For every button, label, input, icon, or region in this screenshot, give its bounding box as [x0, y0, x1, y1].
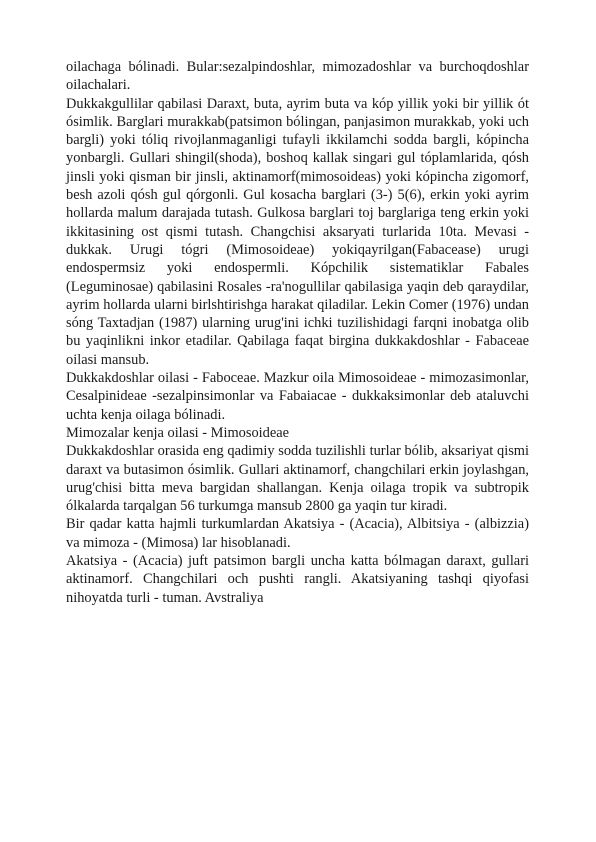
paragraph-faboceae-family: Dukkakdoshlar oilasi - Faboceae. Mazkur oila Mimosoideae - mimozasimonlar, Cesalpinideae -sezalpinsimonlar va Fabaiacae - dukkaksimonlar deb ataluvchi uchta kenja oilaga bólinadi.: [66, 370, 529, 423]
paragraph-intro: oilachaga bólinadi. Bular:sezalpindoshlar, mimozadoshlar va burchoqdoshlar oilachalari.: [66, 59, 529, 94]
paragraph-large-genera: Bir qadar katta hajmli turkumlardan Akatsiya - (Acacia), Albitsiya - (albizzia) va mimoza - (Mimosa) lar hisoblanadi.: [66, 516, 529, 551]
paragraph-acacia: Akatsiya - (Acacia) juft patsimon bargli uncha katta bólmagan daraxt, gullari aktinamorf. Changchilari och pushti rangli. Akatsiyaning tashqi qiyofasi nihoyatda turli - tuman. Avstraliya: [66, 553, 529, 606]
paragraph-mimosoideae-description: Dukkakdoshlar orasida eng qadimiy sodda tuzilishli turlar bólib, aksariyat qismi daraxt va butasimon ósimlik. Gullari aktinamorf, changchilari erkin joylashgan, urug'chisi bitta meva bargidan shallangan. Kenja oilaga tropik va subtropik ólkalarda tarqalgan 56 turkumga mansub 2800 ga yaqin tur kiradi.: [66, 443, 529, 515]
paragraph-fabales-description: Dukkakgullilar qabilasi Daraxt, buta, ayrim buta va kóp yillik yoki bir yillik ót ósimlik. Barglari murakkab(patsimon bólingan, panjasimon murakkab, yoki uch bargli) yoki tóliq rivojlanmaganligi tufayli ikkilamchi sodda bargli, kópincha yonbargli. Gullari shingil(shoda), boshoq kallak singari gul tóplamlarida, qósh jinsli yoki qisman bir jinsli, aktinamorf(mimosoideas) yoki kópincha zigomorf, besh azoli qósh gul qórgonli. Gul kosacha barglari (3-) 5(6), erkin yoki ayrim hollarda malum darajada tutash. Gulkosa barglari toj barglariga teng erkin yoki ikkitasining ost qismi tutash. Changchisi aksaryati turlarida 10ta. Mevasi -dukkak. Urugi tógri (Mimosoideae) yokiqayrilgan(Fabacease) urugi endospermsiz yoki endospermli. Kópchilik sistematiklar Fabales (Leguminosae) qabilasini Rosales -ra'nogullilar qabilasiga yaqin deb qaraydilar, ayrim hollarda ularni birlshtirishga harakat qiladilar. Lekin Comer (1976) undan sóng Taxtadjan (1987) ularning urug'ini ichki tuzilishidagi farqni inobatga olib bu yaqinlikni inkor etadilar. Qabilaga faqat birgina dukkakdoshlar - Fabaceae oilasi mansub.: [66, 95, 529, 368]
document-page: [66, 58, 529, 607]
section-heading-mimosoideae: Mimozalar kenja oilasi - Mimosoideae: [66, 424, 289, 441]
